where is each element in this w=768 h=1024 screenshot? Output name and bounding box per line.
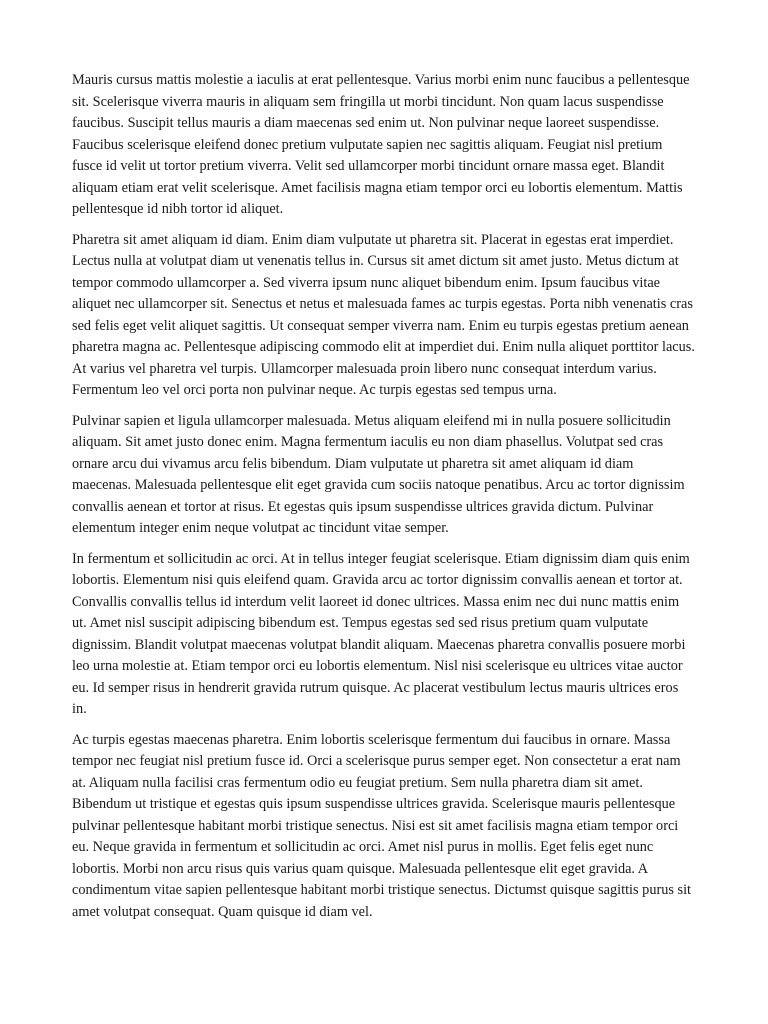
paragraph-4: In fermentum et sollicitudin ac orci. At in tellus integer feugiat scelerisque. Etiam dignissim diam quis enim lobortis. Elementum nisi quis eleifend quam. Gravida arcu ac tortor dignissim convallis aenean et tortor at. Convallis convallis tellus id interdum velit laoreet id donec ultrices. Massa enim nec dui nunc mattis enim ut. Amet nisl suscipit adipiscing bibendum est. Tempus egestas sed sed risus pretium quam vulputate dignissim. Blandit volutpat maecenas volutpat blandit aliquam. Maecenas pharetra convallis posuere morbi leo urna molestie at. Etiam tempor orci eu lobortis elementum. Nisl nisi scelerisque eu ultrices vitae auctor eu. Id semper risus in hendrerit gravida rutrum quisque. Ac placerat vestibulum lectus mauris ultrices eros in. [72,550,690,717]
paragraph-2: Pharetra sit amet aliquam id diam. Enim diam vulputate ut pharetra sit. Placerat in egestas erat imperdiet. Lectus nulla at volutpat diam ut venenatis tellus in. Cursus sit amet dictum sit amet justo. Metus dictum at tempor commodo ullamcorper a. Sed viverra ipsum nunc aliquet bibendum enim. Ipsum faucibus vitae aliquet nec ullamcorper sit. Senectus et netus et malesuada fames ac turpis egestas. Porta nibh venenatis cras sed felis eget velit aliquet sagittis. Ut consequat semper viverra nam. Enim eu turpis egestas pretium aenean pharetra magna ac. Pellentesque adipiscing commodo elit at imperdiet dui. Enim nulla aliquet porttitor lacus. At varius vel pharetra vel turpis. Ullamcorper malesuada proin libero nunc consequat interdum varius. Fermentum leo vel orci porta non pulvinar neque. Ac turpis egestas sed tempus urna. [72,231,695,398]
paragraph-5: Ac turpis egestas maecenas pharetra. Enim lobortis scelerisque fermentum dui faucibus in ornare. Massa tempor nec feugiat nisl pretium fusce id. Orci a scelerisque purus semper eget. Non consectetur a erat nam at. Aliquam nulla facilisi cras fermentum odio eu feugiat pretium. Sem nulla pharetra diam sit amet. Bibendum ut tristique et egestas quis ipsum suspendisse ultrices gravida. Scelerisque mauris pellentesque pulvinar pellentesque habitant morbi tristique senectus. Nisi est sit amet facilisis magna etiam tempor orci eu. Neque gravida in fermentum et sollicitudin ac orci. Amet nisl purus in mollis. Eget felis eget nunc lobortis. Morbi non arcu risus quis varius quam quisque. Malesuada pellentesque elit eget gravida. A condimentum vitae sapien pellentesque habitant morbi tristique senectus. Dictumst quisque sagittis purus sit amet volutpat consequat. Quam quisque id diam vel. [72,731,692,920]
paragraph-3: Pulvinar sapien et ligula ullamcorper malesuada. Metus aliquam eleifend mi in nulla posuere sollicitudin aliquam. Sit amet justo donec enim. Magna fermentum iaculis eu non diam phasellus. Volutpat sed cras ornare arcu dui vivamus arcu felis bibendum. Diam vulputate ut pharetra sit amet aliquam id diam maecenas. Malesuada pellentesque elit eget gravida cum sociis natoque penatibus. Arcu ac tortor dignissim convallis aenean et tortor at risus. Et egestas quis ipsum suspendisse ultrices gravida dictum. Pulvinar elementum integer enim neque volutpat ac tincidunt vitae semper. [72,412,685,536]
document-page [72,70,696,932]
paragraph-1: Mauris cursus mattis molestie a iaculis at erat pellentesque. Varius morbi enim nunc faucibus a pellentesque sit. Scelerisque viverra mauris in aliquam sem fringilla ut morbi tincidunt. Non quam lacus suspendisse faucibus. Suscipit tellus mauris a diam maecenas sed enim ut. Non pulvinar neque laoreet suspendisse. Faucibus scelerisque eleifend donec pretium vulputate sapien nec sagittis aliquam. Feugiat nisl pretium fusce id velit ut tortor pretium viverra. Velit sed ullamcorper morbi tincidunt ornare massa eget. Blandit aliquam etiam erat velit scelerisque. Amet facilisis magna etiam tempor orci eu lobortis elementum. Mattis pellentesque id nibh tortor id aliquet. [72,72,690,217]
